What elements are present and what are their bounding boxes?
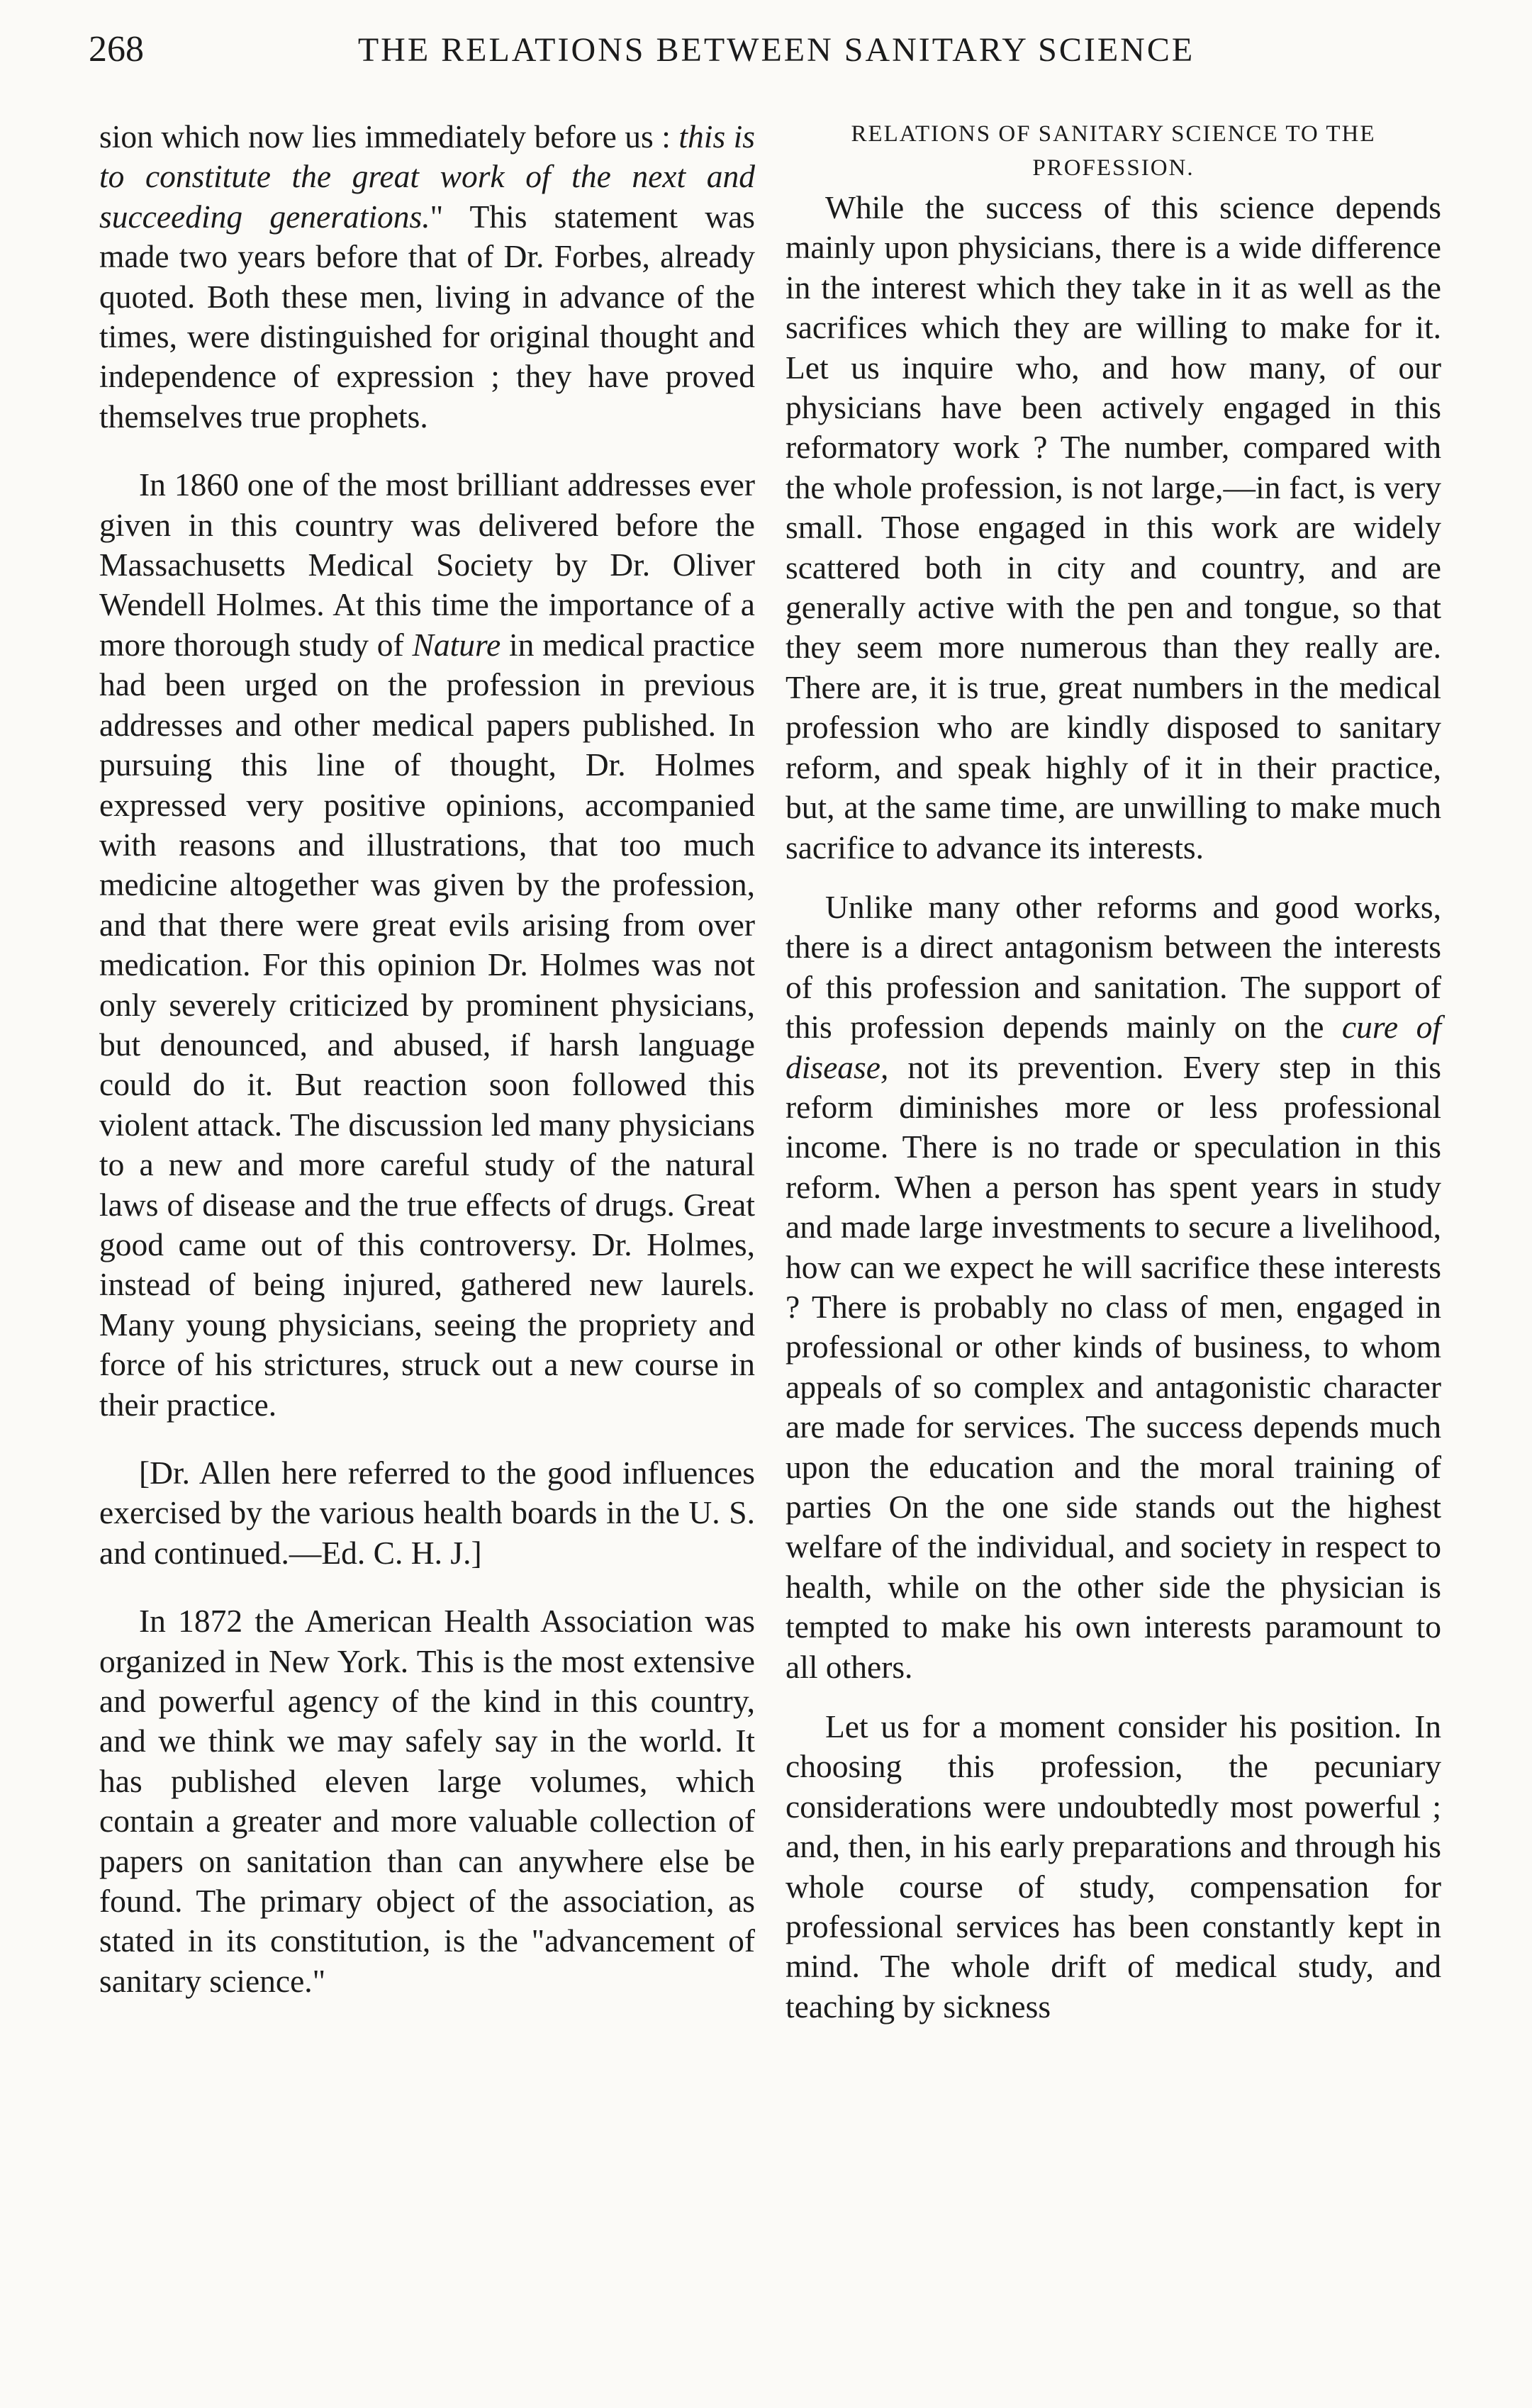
section-heading: RELATIONS OF SANITARY SCIENCE TO THE PROFESSION.: [851, 121, 1376, 181]
text-run: " This statement was made two years before that of Dr. Forbes, already quoted. Both these men, living in advance of the times, were distinguished for original thought and independence of expression ; they have proved themselves true prophets.: [99, 198, 755, 435]
running-head: THE RELATIONS BETWEEN SANITARY SCIENCE: [357, 31, 1195, 69]
text-run: in medical practice had been urged on the profession in previous addresses and other medical papers published. In pursuing this line of thought, Dr. Holmes expressed very positive opinions, accompanied with reasons and illustrations, that too much medicine altogether was given by the profession, and that there were great evils arising from over medication. For this opinion Dr. Holmes was not only severely criticized by prominent physicians, but denounced, and abused, if harsh language could do it. But reaction soon followed this violent attack. The discussion led many physicians to a new and more careful study of the natural laws of disease and the true effects of drugs. Great good came out of this controversy. Dr. Holmes, instead of being injured, gathered new laurels. Many young physicians, seeing the propriety and force of his strictures, struck out a new course in their practice.: [99, 626, 755, 1423]
right-paragraph-1: While the success of this science depends mainly upon physicians, there is a wide difference in the interest which they take in it as well as the sacrifices which they are willing to make for it. Let us inquire who, and how many, of our physicians have been actively engaged in this reformatory work ? The number, compared with the whole profession, is not large,—in fact, is very small. Those engaged in this work are widely scattered both in city and country, and are generally active with the pen and tongue, so that they seem more numerous than they really are. There are, it is true, great numbers in the medical profession who are kindly disposed to sanitary reform, and speak highly of it in their practice, but, at the same time, are unwilling to make much sacrifice to advance its interests.: [785, 189, 1441, 866]
text-run: sion which now lies immediately before us :: [99, 118, 679, 155]
italic-phrase: cure of disease,: [785, 1009, 1441, 1085]
quoted-italic-text: this is to constitute the great work of the next and succeeding generations.: [99, 118, 756, 235]
left-column: [99, 117, 755, 2344]
editorial-note: [Dr. Allen here referred to the good influences exercised by the various health boards in the U. S. and continued.—Ed. C. H. J.]: [99, 1455, 755, 1571]
right-column: [785, 117, 1441, 2344]
italic-word: Nature: [412, 626, 501, 663]
text-run: Unlike many other reforms and good works, there is a direct antagonism between the interests of this profession and sanitation. The support of this profession depends mainly on the: [785, 888, 1441, 1046]
text-run: In 1860 one of the most brilliant addresses ever given in this country was delivered before the Massachusetts Medical Society by Dr. Oliver Wendell Holmes. At this time the importance of a more thorough study of: [99, 466, 755, 663]
right-paragraph-3: Let us for a moment consider his position. In choosing this profession, the pecuniary considerations were undoubtedly most powerful ; and, then, in his early preparations and through his whole course of study, compensation for professional services has been constantly kept in mind. The whole drift of medical study, and teaching by sickness: [785, 1708, 1441, 2025]
text-run: not its prevention. Every step in this reform diminishes more or less professional income. There is no trade or speculation in this reform. When a person has spent years in study and made large investments to secure a livelihood, how can we expect he will sacrifice these interests ? There is probably no class of men, engaged in professional or other kinds of business, to whom appeals of so complex and antagonistic character are made for services. The success depends much upon the education and the moral training of parties On the one side stands out the highest welfare of the individual, and society in respect to health, while on the other side the physician is tempted to make his own interests paramount to all others.: [785, 1048, 1441, 1685]
right-paragraph-2: [785, 887, 1441, 1687]
left-paragraph-1: [99, 117, 755, 437]
page-number: 268: [89, 29, 144, 69]
page-header: [89, 28, 1471, 106]
left-paragraph-2: [99, 465, 755, 1425]
left-paragraph-4: In 1872 the American Health Association was organized in New York. This is the most extensive and powerful agency of the kind in this country, and we think we may safely say in the world. It has published eleven large volumes, which contain a greater and more valuable collection of papers on sanitation than can anywhere else be found. The primary object of the association, as stated in its constitution, is the "advancement of sanitary science.": [99, 1603, 755, 1999]
